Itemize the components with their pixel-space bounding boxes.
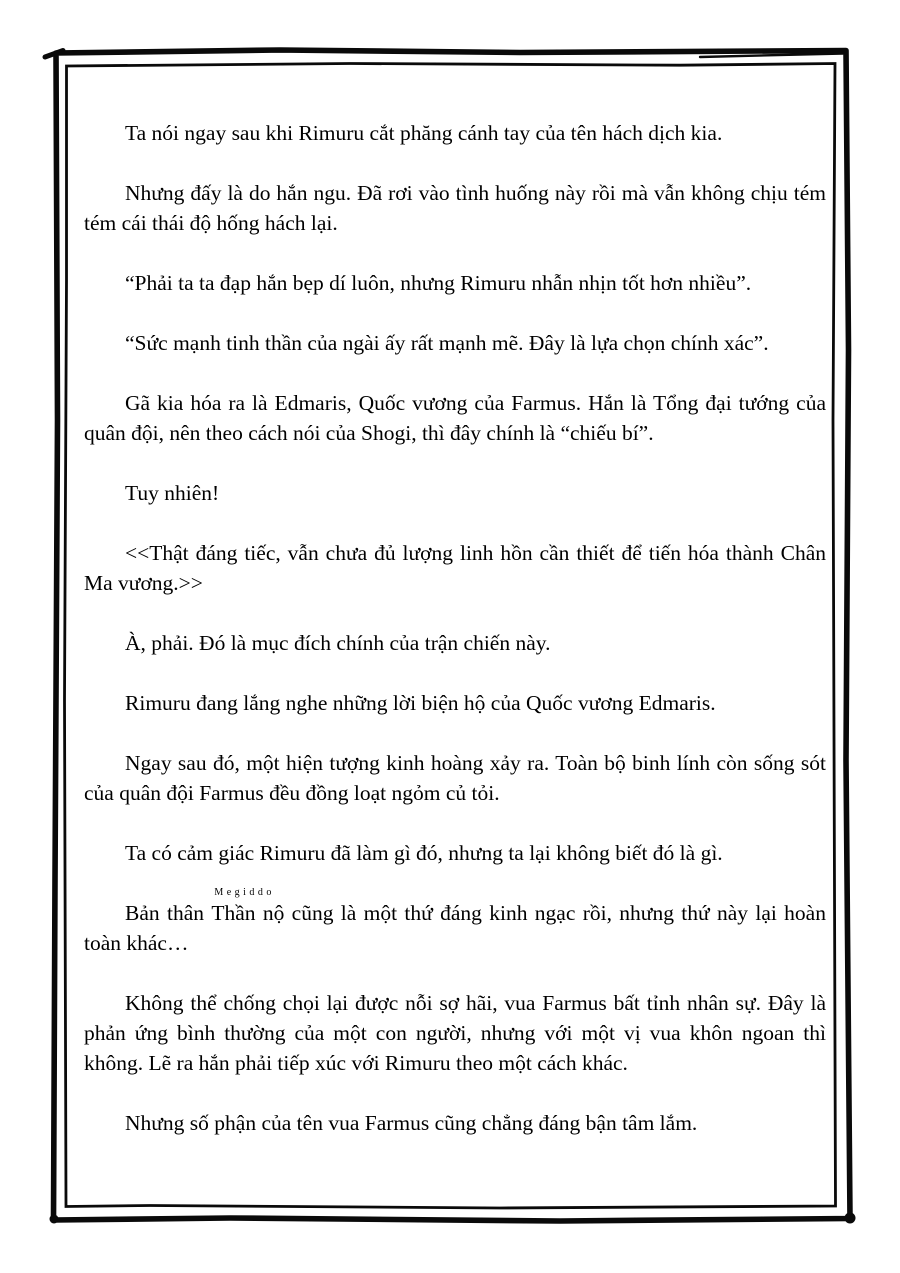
paragraph-10: Ngay sau đó, một hiện tượng kinh hoàng xảy ra. Toàn bộ binh lính còn sống sót của quân đội Farmus đều đồng loạt ngỏm củ tỏi. (84, 751, 826, 805)
paragraph-3: “Phải ta ta đạp hắn bẹp dí luôn, nhưng Rimuru nhẫn nhịn tốt hơn nhiều”. (125, 271, 752, 295)
ruby-base: Thần nộ (211, 901, 285, 925)
border-stub-top-left (45, 51, 63, 58)
paragraph-14: Nhưng số phận của tên vua Farmus cũng chẳng đáng bận tâm lắm. (125, 1111, 698, 1135)
paragraph-8: À, phải. Đó là mục đích chính của trận chiến này. (125, 631, 551, 655)
border-blob-bottom-right (845, 1213, 856, 1224)
paragraph-9: Rimuru đang lắng nghe những lời biện hộ của Quốc vương Edmaris. (125, 691, 716, 715)
paragraph-13: Không thể chống chọi lại được nỗi sợ hãi, vua Farmus bất tỉnh nhân sự. Đây là phản ứng bình thường của một con người, nhưng với một vị vua khôn ngoan thì không. Lẽ ra hắn phải tiếp xúc với Rimuru theo một cách khác. (84, 991, 826, 1075)
paragraph-12 (84, 887, 826, 958)
text-run-before: Bản thân (125, 901, 212, 925)
paragraph-4: “Sức mạnh tinh thần của ngài ấy rất mạnh mẽ. Đây là lựa chọn chính xác”. (125, 331, 769, 355)
paragraph-11: Ta có cảm giác Rimuru đã làm gì đó, nhưng ta lại không biết đó là gì. (125, 841, 723, 865)
border-blob-bottom-left (50, 1215, 59, 1224)
paragraph-7: <<Thật đáng tiếc, vẫn chưa đủ lượng linh hồn cần thiết để tiến hóa thành Chân Ma vương.>> (84, 541, 826, 595)
paragraph-5: Gã kia hóa ra là Edmaris, Quốc vương của Farmus. Hắn là Tổng đại tướng của quân đội, nên theo cách nói của Shogi, thì đây chính là “chiếu bí”. (84, 391, 826, 445)
ruby-group (211, 887, 285, 925)
border-retrace-top-right (700, 54, 843, 58)
text-run-after: cũng là một thứ đáng kinh ngạc rồi, nhưng thứ này lại hoàn toàn khác… (84, 901, 826, 955)
page-content (84, 118, 826, 1138)
paragraph-1: Ta nói ngay sau khi Rimuru cắt phăng cánh tay của tên hách dịch kia. (125, 121, 723, 145)
ruby-annotation: Megiddo (214, 887, 275, 898)
paragraph-6: Tuy nhiên! (125, 481, 220, 505)
paragraph-2: Nhưng đấy là do hắn ngu. Đã rơi vào tình huống này rồi mà vẫn không chịu tém tém cái thái độ hống hách lại. (84, 181, 826, 235)
